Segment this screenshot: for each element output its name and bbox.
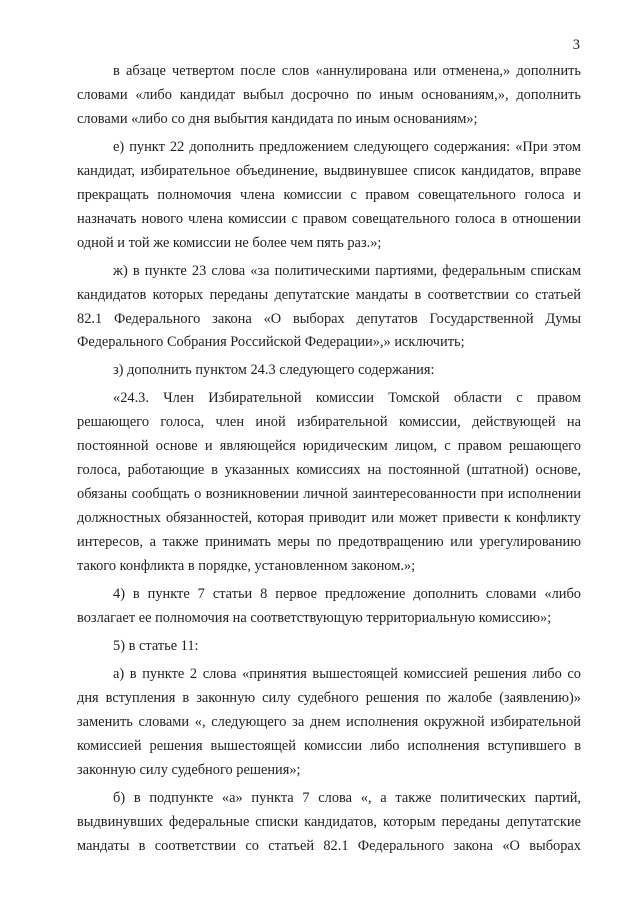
paragraph-item-4: 4) в пункте 7 статьи 8 первое предложение дополнить словами «либо возлагает ее полномочия на соответствующую территориальную комиссию»; (77, 586, 581, 626)
paragraph-item-5a: а) в пункте 2 слова «принятия вышестоящей комиссией решения либо со дня вступления в законную силу судебного решения по жалобе (заявлению)» заменить словами «, следующего за днем исполнения окружной избирательной комиссией решения вышестоящей комиссии либо исполнения вступившего в законную силу судебного решения»; (77, 665, 581, 778)
paragraph-item-z: з) дополнить пунктом 24.3 следующего содержания: (113, 362, 435, 379)
page-number: 3 (572, 37, 580, 53)
paragraph-item-zh: ж) в пункте 23 слова «за политическими партиями, федеральным спискам кандидатов которых переданы депутатские мандаты в соответствии со статьей 82.1 Федерального закона «О выборах депутатов Государственной Думы Федерального Собрания Российской Федерации»,» исключить; (77, 262, 581, 351)
paragraph-clause-24-3: «24.3. Член Избирательной комиссии Томской области с правом решающего голоса, член иной избирательной комиссии, действующей на постоянной основе и являющейся юридическим лицом, с правом решающего голоса, работающие в указанных комиссиях на постоянной (штатной) основе, обязаны сообщать о возникновении личной заинтересованности при исполнении должностных обязанностей, которая приводит или может привести к конфликту интересов, а также принимать меры по предотвращению или урегулированию такого конфликта в порядке, установленном законом.»; (77, 390, 581, 575)
paragraph-item-5b: б) в подпункте «а» пункта 7 слова «, а также политических партий, выдвинувших федеральные списки кандидатов, которым переданы депутатские мандаты в соответствии со статьей 82.1 Федерального закона «О выборах (77, 789, 581, 854)
paragraph-item-e: е) пункт 22 дополнить предложением следующего содержания: «При этом кандидат, избирательное объединение, выдвинувшее список кандидатов, вправе прекращать полномочия члена комиссии с правом совещательного голоса и назначать нового члена комиссии с правом совещательного голоса в отношении одной и той же комиссии не более чем пять раз.»; (77, 138, 581, 251)
paragraph-item-5: 5) в статье 11: (113, 637, 199, 654)
paragraph-amendment-abzac: в абзаце четвертом после слов «аннулирована или отменена,» дополнить словами «либо кандидат выбыл досрочно по иным основаниям,», дополнить словами «либо со дня выбытия кандидата по иным основаниям»; (77, 63, 581, 127)
document-body (77, 60, 581, 863)
